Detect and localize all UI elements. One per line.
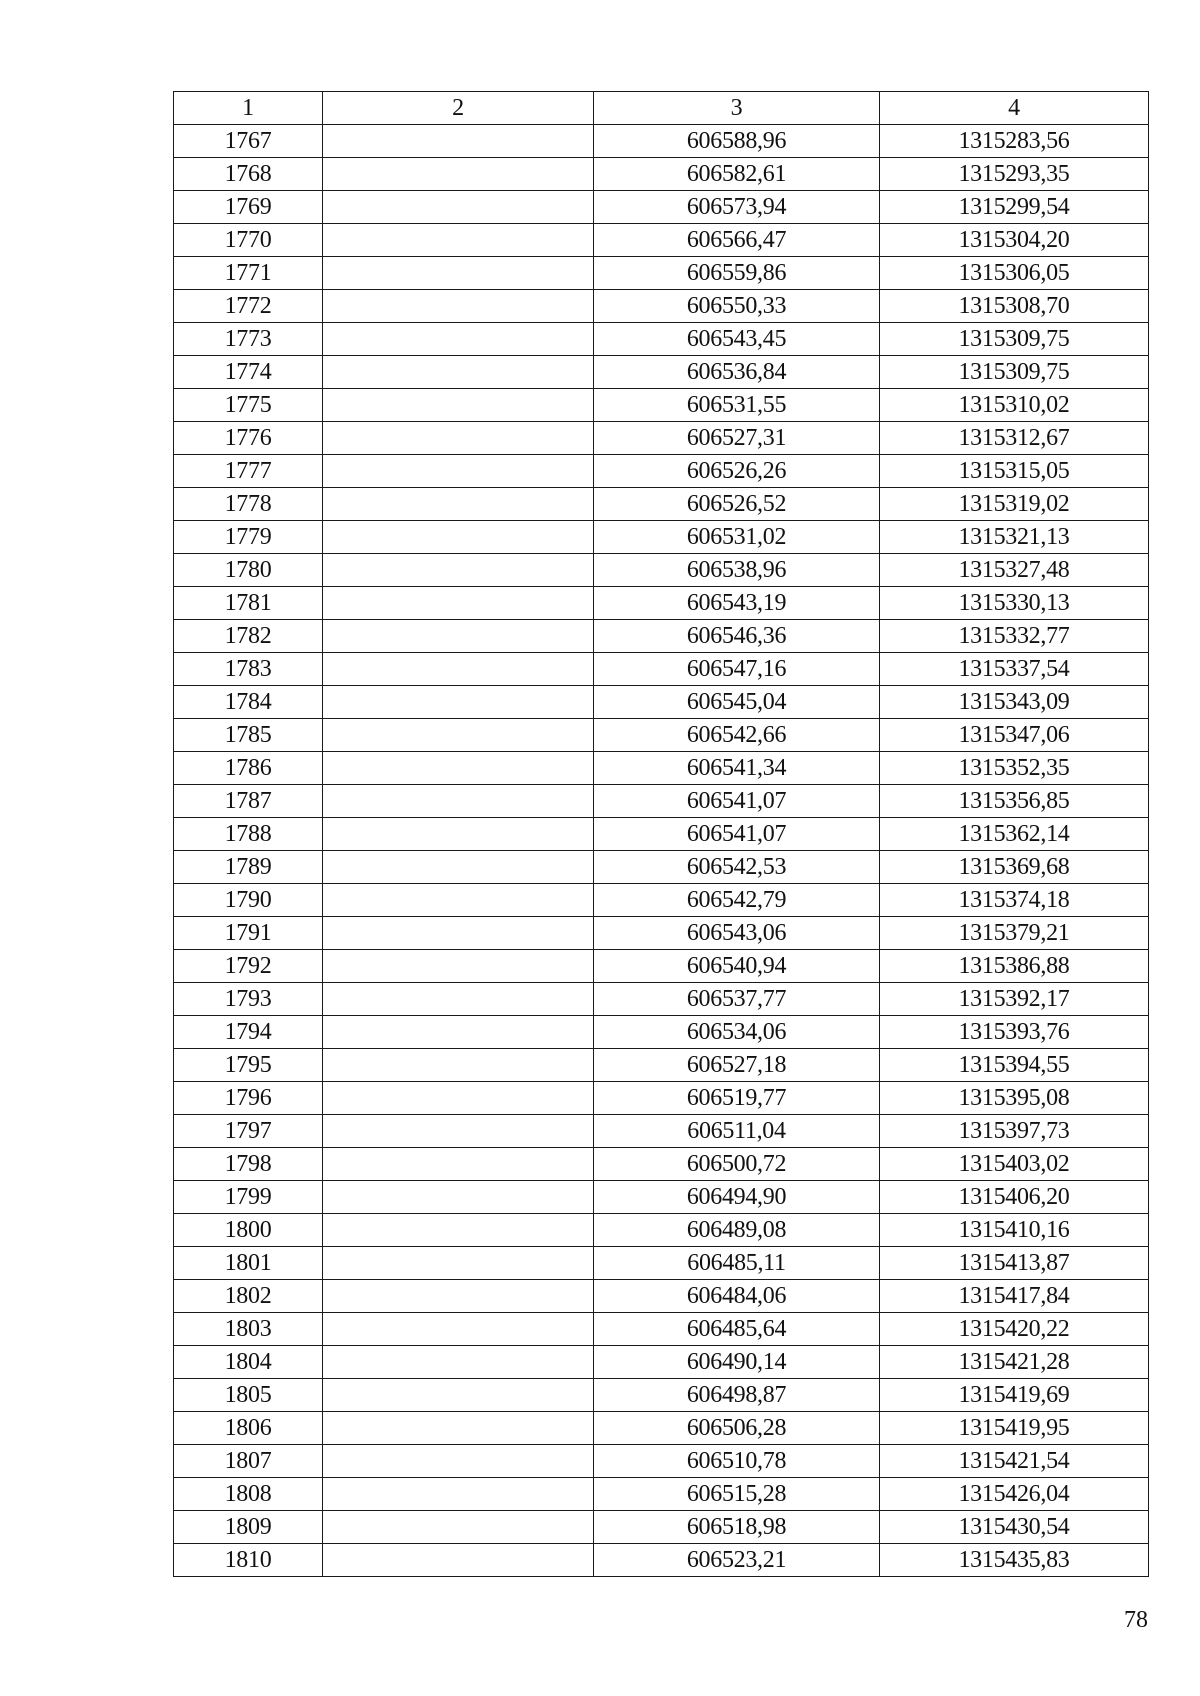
- table-cell-col-4: 1315343,09: [880, 686, 1149, 719]
- table-cell-col-3: 606494,90: [594, 1181, 880, 1214]
- table-cell-col-1: 1796: [174, 1082, 323, 1115]
- table-row: [174, 851, 1149, 884]
- table-cell-col-2: [323, 1214, 594, 1247]
- table-cell-col-4: 1315321,13: [880, 521, 1149, 554]
- table-cell-col-4: 1315392,17: [880, 983, 1149, 1016]
- table-cell-col-4: 1315283,56: [880, 125, 1149, 158]
- table-cell-col-3: 606540,94: [594, 950, 880, 983]
- table-cell-col-4: 1315419,69: [880, 1379, 1149, 1412]
- table-row: [174, 158, 1149, 191]
- table-cell-col-3: 606490,14: [594, 1346, 880, 1379]
- table-cell-col-2: [323, 158, 594, 191]
- table-cell-col-3: 606559,86: [594, 257, 880, 290]
- table-cell-col-1: 1807: [174, 1445, 323, 1478]
- table-cell-col-3: 606523,21: [594, 1544, 880, 1577]
- table-cell-col-1: 1782: [174, 620, 323, 653]
- table-row: [174, 191, 1149, 224]
- header-col-1: 1: [174, 92, 323, 125]
- table-cell-col-4: 1315435,83: [880, 1544, 1149, 1577]
- table-cell-col-4: 1315330,13: [880, 587, 1149, 620]
- table-cell-col-2: [323, 1148, 594, 1181]
- table-row: [174, 1049, 1149, 1082]
- table-row: [174, 455, 1149, 488]
- table-cell-col-4: 1315310,02: [880, 389, 1149, 422]
- table-row: [174, 1016, 1149, 1049]
- table-cell-col-4: 1315406,20: [880, 1181, 1149, 1214]
- table-cell-col-2: [323, 785, 594, 818]
- table-row: [174, 653, 1149, 686]
- table-cell-col-2: [323, 884, 594, 917]
- table-cell-col-1: 1768: [174, 158, 323, 191]
- table-cell-col-2: [323, 125, 594, 158]
- table-cell-col-2: [323, 1049, 594, 1082]
- table-cell-col-4: 1315420,22: [880, 1313, 1149, 1346]
- table-cell-col-3: 606588,96: [594, 125, 880, 158]
- table-cell-col-2: [323, 455, 594, 488]
- table-cell-col-4: 1315362,14: [880, 818, 1149, 851]
- table-row: [174, 719, 1149, 752]
- table-row: [174, 125, 1149, 158]
- table-row: [174, 884, 1149, 917]
- table-header: [174, 92, 1149, 125]
- table-row: [174, 1115, 1149, 1148]
- table-cell-col-2: [323, 653, 594, 686]
- table-cell-col-3: 606536,84: [594, 356, 880, 389]
- table-cell-col-3: 606542,66: [594, 719, 880, 752]
- table-cell-col-1: 1795: [174, 1049, 323, 1082]
- table-row: [174, 488, 1149, 521]
- table-cell-col-3: 606542,79: [594, 884, 880, 917]
- table-cell-col-3: 606582,61: [594, 158, 880, 191]
- table-cell-col-4: 1315308,70: [880, 290, 1149, 323]
- table-cell-col-4: 1315306,05: [880, 257, 1149, 290]
- table-cell-col-4: 1315299,54: [880, 191, 1149, 224]
- table-cell-col-1: 1776: [174, 422, 323, 455]
- table-cell-col-3: 606566,47: [594, 224, 880, 257]
- table-cell-col-1: 1789: [174, 851, 323, 884]
- table-cell-col-4: 1315395,08: [880, 1082, 1149, 1115]
- table-cell-col-2: [323, 488, 594, 521]
- table-cell-col-2: [323, 323, 594, 356]
- table-cell-col-2: [323, 752, 594, 785]
- table-cell-col-3: 606500,72: [594, 1148, 880, 1181]
- table-cell-col-3: 606543,19: [594, 587, 880, 620]
- table-cell-col-2: [323, 719, 594, 752]
- table-cell-col-2: [323, 1280, 594, 1313]
- table-cell-col-3: 606541,34: [594, 752, 880, 785]
- table-cell-col-1: 1803: [174, 1313, 323, 1346]
- table-cell-col-1: 1806: [174, 1412, 323, 1445]
- table-cell-col-4: 1315356,85: [880, 785, 1149, 818]
- table-cell-col-1: 1767: [174, 125, 323, 158]
- table-cell-col-2: [323, 290, 594, 323]
- table-cell-col-4: 1315403,02: [880, 1148, 1149, 1181]
- table-cell-col-1: 1770: [174, 224, 323, 257]
- header-col-4: 4: [880, 92, 1149, 125]
- table-cell-col-1: 1783: [174, 653, 323, 686]
- header-col-2: 2: [323, 92, 594, 125]
- table-cell-col-1: 1785: [174, 719, 323, 752]
- table-cell-col-4: 1315352,35: [880, 752, 1149, 785]
- table-cell-col-2: [323, 191, 594, 224]
- table-cell-col-2: [323, 1313, 594, 1346]
- table-cell-col-1: 1793: [174, 983, 323, 1016]
- table-cell-col-3: 606542,53: [594, 851, 880, 884]
- table-cell-col-2: [323, 422, 594, 455]
- table-row: [174, 323, 1149, 356]
- table-cell-col-1: 1780: [174, 554, 323, 587]
- table-cell-col-3: 606573,94: [594, 191, 880, 224]
- table-row: [174, 1346, 1149, 1379]
- table-row: [174, 1181, 1149, 1214]
- table-cell-col-3: 606534,06: [594, 1016, 880, 1049]
- table-row: [174, 1478, 1149, 1511]
- table-cell-col-4: 1315327,48: [880, 554, 1149, 587]
- table-row: [174, 1313, 1149, 1346]
- table-cell-col-4: 1315393,76: [880, 1016, 1149, 1049]
- table-cell-col-4: 1315293,35: [880, 158, 1149, 191]
- table-row: [174, 1445, 1149, 1478]
- table-cell-col-2: [323, 1511, 594, 1544]
- table-cell-col-2: [323, 1115, 594, 1148]
- table-cell-col-3: 606537,77: [594, 983, 880, 1016]
- table-cell-col-2: [323, 1445, 594, 1478]
- table-cell-col-1: 1787: [174, 785, 323, 818]
- table-row: [174, 1082, 1149, 1115]
- table-cell-col-2: [323, 1379, 594, 1412]
- table-cell-col-1: 1799: [174, 1181, 323, 1214]
- table-cell-col-4: 1315417,84: [880, 1280, 1149, 1313]
- table-row: [174, 389, 1149, 422]
- table-cell-col-3: 606515,28: [594, 1478, 880, 1511]
- table-cell-col-1: 1777: [174, 455, 323, 488]
- table-cell-col-3: 606541,07: [594, 785, 880, 818]
- table-cell-col-2: [323, 389, 594, 422]
- table-cell-col-3: 606550,33: [594, 290, 880, 323]
- table-cell-col-3: 606531,55: [594, 389, 880, 422]
- coordinates-table: [173, 91, 1149, 1577]
- table-row: [174, 818, 1149, 851]
- table-cell-col-2: [323, 983, 594, 1016]
- table-cell-col-2: [323, 1181, 594, 1214]
- table-cell-col-1: 1788: [174, 818, 323, 851]
- table-cell-col-3: 606485,11: [594, 1247, 880, 1280]
- table-cell-col-1: 1790: [174, 884, 323, 917]
- table-cell-col-3: 606484,06: [594, 1280, 880, 1313]
- table-cell-col-4: 1315379,21: [880, 917, 1149, 950]
- table-cell-col-3: 606538,96: [594, 554, 880, 587]
- table-row: [174, 917, 1149, 950]
- table-cell-col-4: 1315394,55: [880, 1049, 1149, 1082]
- table-cell-col-1: 1801: [174, 1247, 323, 1280]
- table-cell-col-2: [323, 1082, 594, 1115]
- table-cell-col-1: 1781: [174, 587, 323, 620]
- table-cell-col-1: 1794: [174, 1016, 323, 1049]
- table-cell-col-1: 1774: [174, 356, 323, 389]
- table-cell-col-2: [323, 1478, 594, 1511]
- table-cell-col-4: 1315430,54: [880, 1511, 1149, 1544]
- table-cell-col-4: 1315369,68: [880, 851, 1149, 884]
- table-cell-col-3: 606543,45: [594, 323, 880, 356]
- table-cell-col-2: [323, 851, 594, 884]
- table-cell-col-4: 1315426,04: [880, 1478, 1149, 1511]
- table-cell-col-1: 1786: [174, 752, 323, 785]
- table-cell-col-3: 606526,52: [594, 488, 880, 521]
- table-row: [174, 422, 1149, 455]
- table-cell-col-4: 1315410,16: [880, 1214, 1149, 1247]
- table-cell-col-2: [323, 1544, 594, 1577]
- table-cell-col-4: 1315419,95: [880, 1412, 1149, 1445]
- table-cell-col-2: [323, 554, 594, 587]
- table-cell-col-4: 1315386,88: [880, 950, 1149, 983]
- header-row: [174, 92, 1149, 125]
- table-cell-col-1: 1791: [174, 917, 323, 950]
- table-row: [174, 1148, 1149, 1181]
- table-cell-col-3: 606546,36: [594, 620, 880, 653]
- table-cell-col-2: [323, 1412, 594, 1445]
- table-cell-col-4: 1315309,75: [880, 356, 1149, 389]
- table-cell-col-3: 606545,04: [594, 686, 880, 719]
- table-cell-col-3: 606547,16: [594, 653, 880, 686]
- table-cell-col-4: 1315312,67: [880, 422, 1149, 455]
- table-cell-col-1: 1797: [174, 1115, 323, 1148]
- table-cell-col-2: [323, 1247, 594, 1280]
- table-cell-col-2: [323, 686, 594, 719]
- table-cell-col-1: 1810: [174, 1544, 323, 1577]
- table-cell-col-4: 1315337,54: [880, 653, 1149, 686]
- page-number: 78: [1124, 1607, 1148, 1633]
- table-row: [174, 290, 1149, 323]
- table-cell-col-1: 1772: [174, 290, 323, 323]
- table-cell-col-1: 1773: [174, 323, 323, 356]
- table-cell-col-2: [323, 257, 594, 290]
- table-cell-col-1: 1804: [174, 1346, 323, 1379]
- table-row: [174, 1247, 1149, 1280]
- table-cell-col-4: 1315319,02: [880, 488, 1149, 521]
- table-cell-col-2: [323, 620, 594, 653]
- table-row: [174, 1280, 1149, 1313]
- table-row: [174, 983, 1149, 1016]
- table-cell-col-4: 1315332,77: [880, 620, 1149, 653]
- table-cell-col-4: 1315309,75: [880, 323, 1149, 356]
- table-cell-col-3: 606543,06: [594, 917, 880, 950]
- table-cell-col-3: 606489,08: [594, 1214, 880, 1247]
- table-cell-col-3: 606527,31: [594, 422, 880, 455]
- table-row: [174, 1544, 1149, 1577]
- table-row: [174, 1511, 1149, 1544]
- table-cell-col-3: 606506,28: [594, 1412, 880, 1445]
- table-row: [174, 1379, 1149, 1412]
- table-cell-col-1: 1784: [174, 686, 323, 719]
- table-cell-col-1: 1805: [174, 1379, 323, 1412]
- table-cell-col-1: 1792: [174, 950, 323, 983]
- table-cell-col-1: 1798: [174, 1148, 323, 1181]
- table-cell-col-3: 606531,02: [594, 521, 880, 554]
- table-row: [174, 1214, 1149, 1247]
- table-cell-col-4: 1315421,28: [880, 1346, 1149, 1379]
- table-row: [174, 686, 1149, 719]
- table-cell-col-2: [323, 521, 594, 554]
- table-cell-col-1: 1779: [174, 521, 323, 554]
- table-cell-col-4: 1315374,18: [880, 884, 1149, 917]
- table-cell-col-1: 1802: [174, 1280, 323, 1313]
- table-row: [174, 554, 1149, 587]
- table-cell-col-3: 606510,78: [594, 1445, 880, 1478]
- table-row: [174, 620, 1149, 653]
- table-cell-col-2: [323, 1016, 594, 1049]
- table-row: [174, 521, 1149, 554]
- table-body: [174, 125, 1149, 1577]
- table-cell-col-4: 1315347,06: [880, 719, 1149, 752]
- table-cell-col-1: 1809: [174, 1511, 323, 1544]
- table-row: [174, 785, 1149, 818]
- header-col-3: 3: [594, 92, 880, 125]
- table-row: [174, 1412, 1149, 1445]
- table-cell-col-3: 606526,26: [594, 455, 880, 488]
- table-cell-col-3: 606527,18: [594, 1049, 880, 1082]
- table-cell-col-2: [323, 224, 594, 257]
- table-cell-col-4: 1315413,87: [880, 1247, 1149, 1280]
- table-cell-col-4: 1315304,20: [880, 224, 1149, 257]
- table-row: [174, 257, 1149, 290]
- table-cell-col-3: 606518,98: [594, 1511, 880, 1544]
- table-cell-col-4: 1315397,73: [880, 1115, 1149, 1148]
- table-cell-col-1: 1771: [174, 257, 323, 290]
- table-cell-col-4: 1315421,54: [880, 1445, 1149, 1478]
- table-cell-col-2: [323, 950, 594, 983]
- table-cell-col-1: 1808: [174, 1478, 323, 1511]
- table-cell-col-1: 1769: [174, 191, 323, 224]
- table-cell-col-3: 606485,64: [594, 1313, 880, 1346]
- table-row: [174, 752, 1149, 785]
- table-cell-col-4: 1315315,05: [880, 455, 1149, 488]
- table-cell-col-1: 1800: [174, 1214, 323, 1247]
- table-row: [174, 950, 1149, 983]
- table-cell-col-2: [323, 587, 594, 620]
- table-cell-col-2: [323, 1346, 594, 1379]
- table-row: [174, 587, 1149, 620]
- table-row: [174, 356, 1149, 389]
- table-cell-col-3: 606498,87: [594, 1379, 880, 1412]
- table-cell-col-1: 1775: [174, 389, 323, 422]
- table-cell-col-3: 606519,77: [594, 1082, 880, 1115]
- table-cell-col-1: 1778: [174, 488, 323, 521]
- table-row: [174, 224, 1149, 257]
- table-cell-col-2: [323, 818, 594, 851]
- table-cell-col-2: [323, 356, 594, 389]
- table-cell-col-2: [323, 917, 594, 950]
- table-cell-col-3: 606541,07: [594, 818, 880, 851]
- table-cell-col-3: 606511,04: [594, 1115, 880, 1148]
